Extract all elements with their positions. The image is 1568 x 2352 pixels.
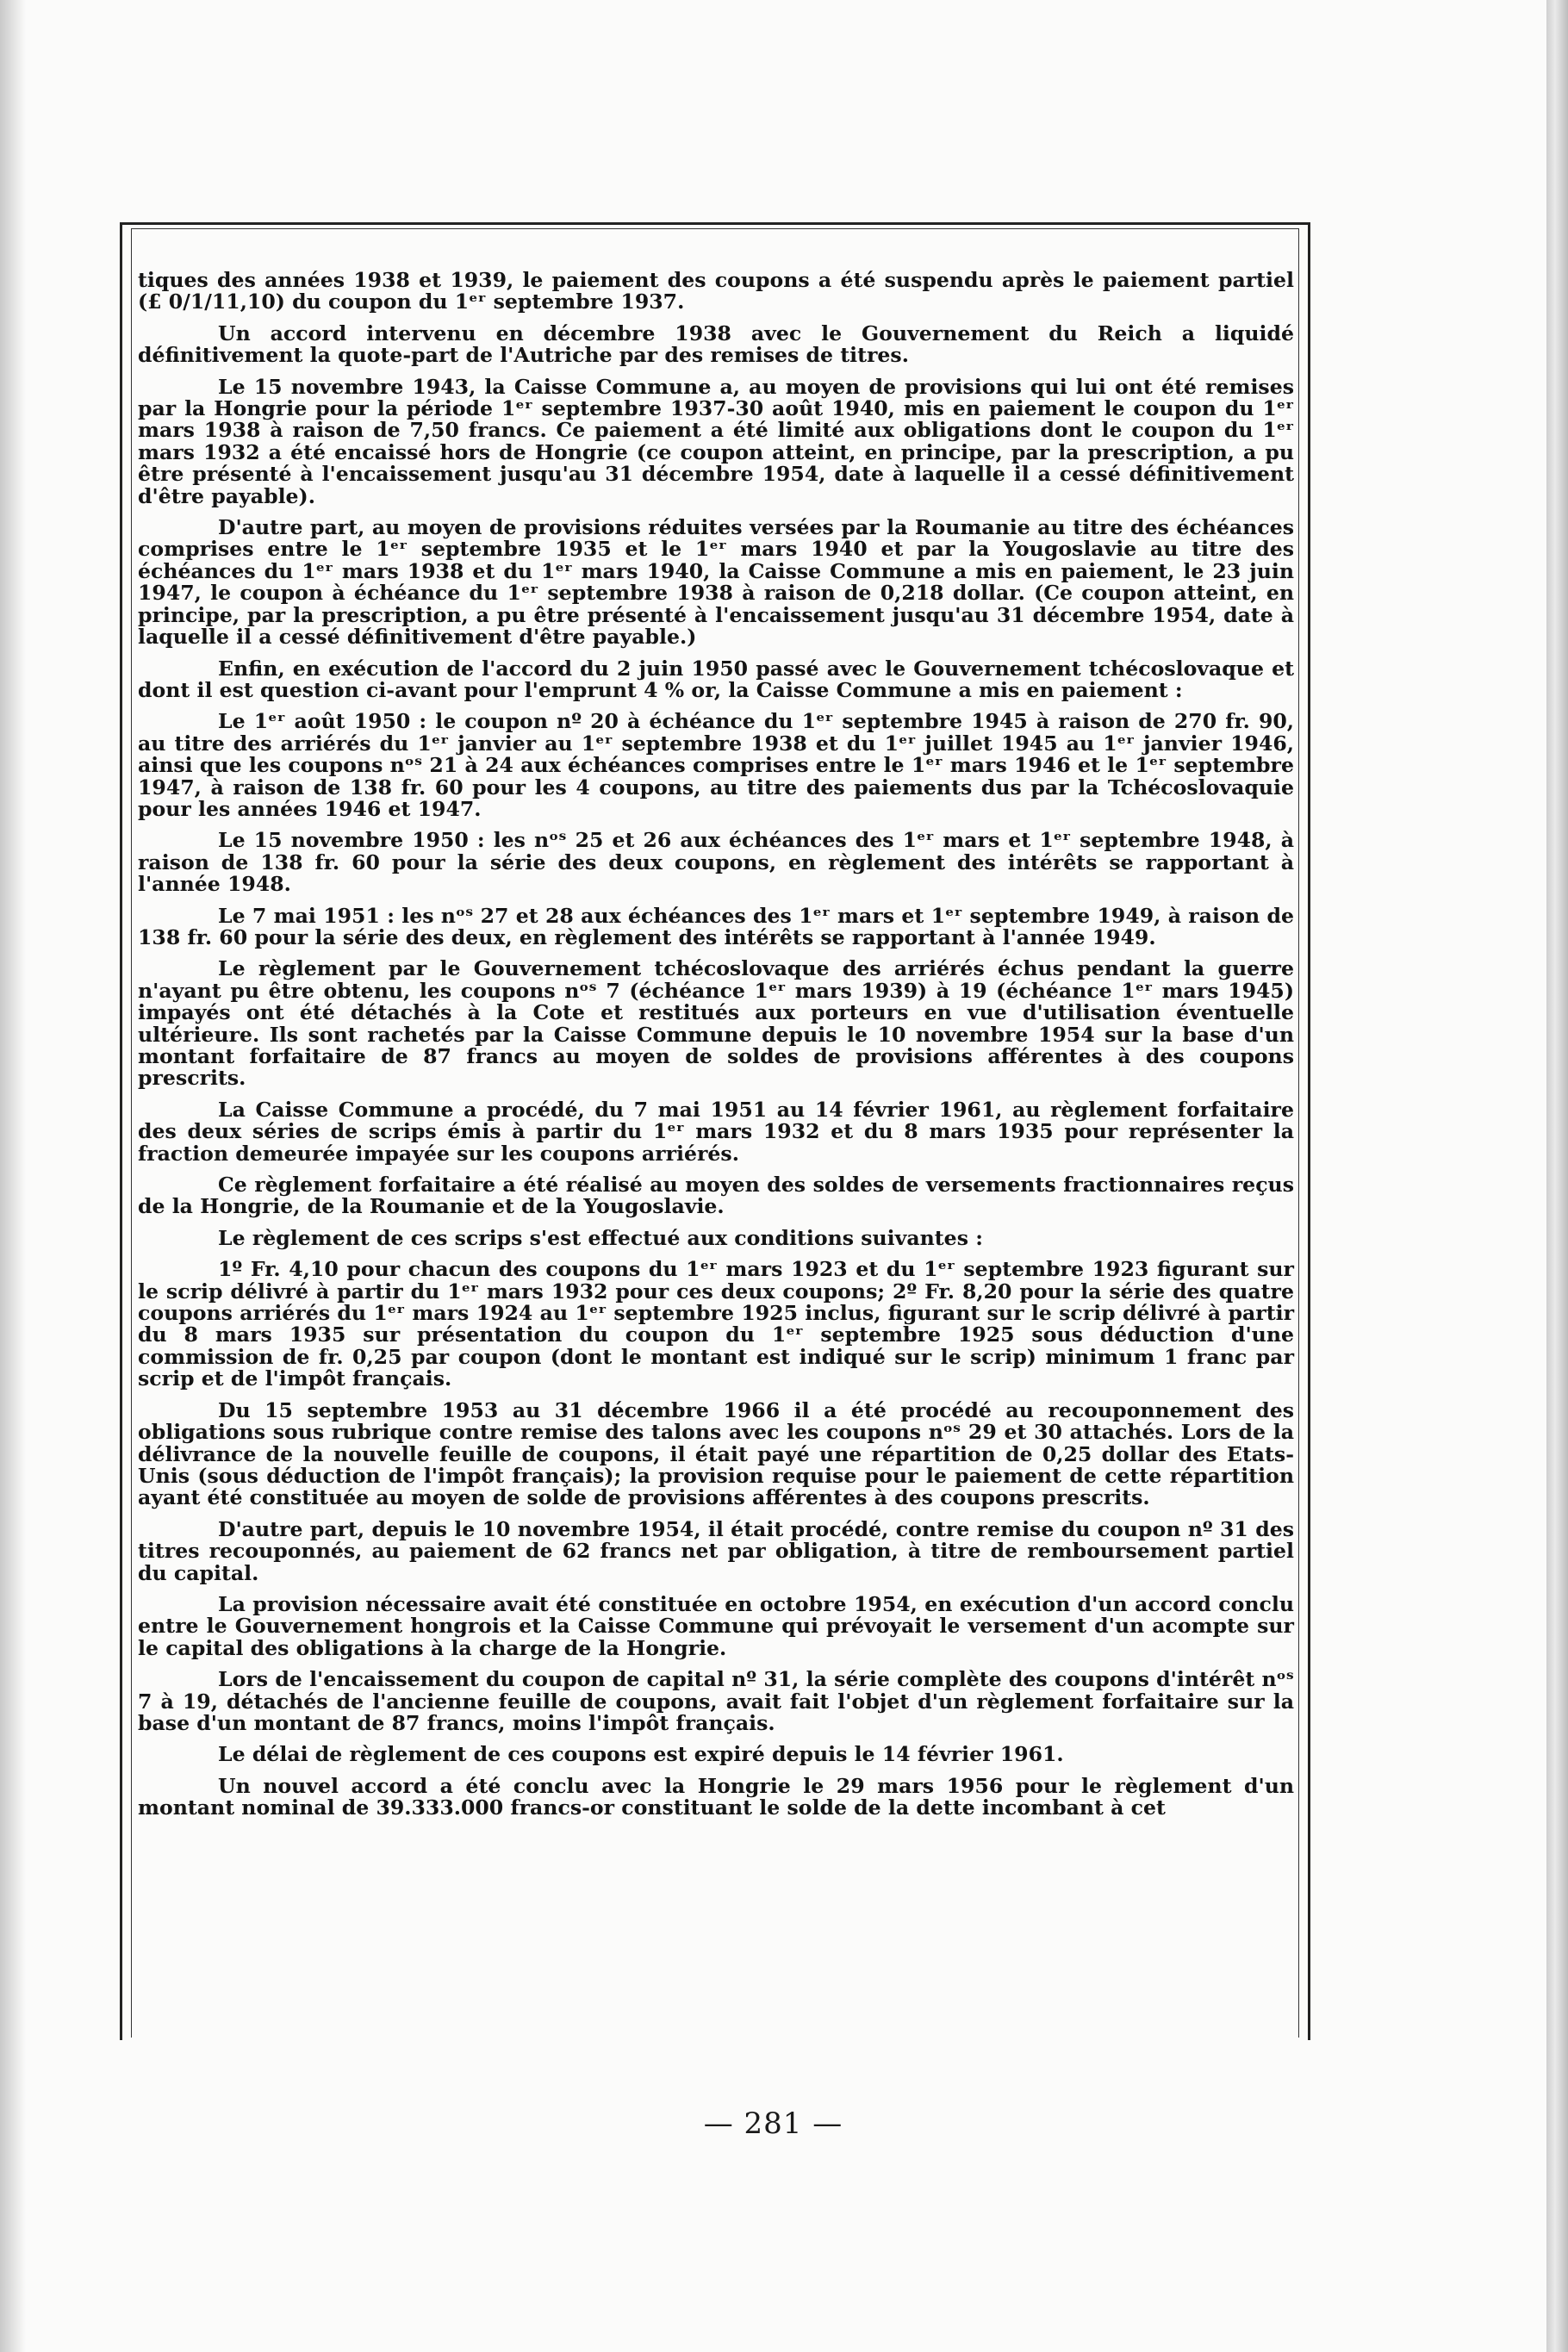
- paragraph: Le règlement par le Gouvernement tchécoslovaque des arriérés échus pendant la guerre n'ayant pu être obtenu, les coupons nᵒˢ 7 (échéance 1ᵉʳ mars 1939) à 19 (échéance 1ᵉʳ mars 1945) impayés ont été détachés à la Cote et restitués aux porteurs en vue d'utilisation éventuelle ultérieure. Ils sont rachetés par la Caisse Commune depuis le 10 novembre 1954 sur la base d'un montant forfaitaire de 87 francs au moyen de soldes de provisions afférentes à des coupons prescrits.: [138, 956, 1294, 1091]
- paragraph: La provision nécessaire avait été constituée en octobre 1954, en exécution d'un accord conclu entre le Gouvernement hongrois et la Caisse Commune qui prévoyait le versement d'un acompte sur le capital des obligations à la charge de la Hongrie.: [138, 1591, 1294, 1660]
- paragraph: tiques des années 1938 et 1939, le paiement des coupons a été suspendu après le paiement partiel (£ 0/1/11,10) du coupon du 1ᵉʳ septembre 1937.: [138, 268, 1294, 314]
- paragraph: Ce règlement forfaitaire a été réalisé au moyen des soldes de versements fractionnaires reçus de la Hongrie, de la Roumanie et de la Yougoslavie.: [138, 1173, 1294, 1219]
- paragraph: D'autre part, au moyen de provisions réduites versées par la Roumanie au titre des échéances comprises entre le 1ᵉʳ septembre 1935 et le 1ᵉʳ mars 1940 et par la Yougoslavie au titre des échéances du 1ᵉʳ mars 1938 et du 1ᵉʳ mars 1940, la Caisse Commune a mis en paiement, le 23 juin 1947, le coupon à échéance du 1ᵉʳ septembre 1938 à raison de 0,218 dollar. (Ce coupon atteint, en principe, par la prescription, a pu être présenté à l'encaissement jusqu'au 31 décembre 1954, date à laquelle il a cessé définitivement d'être payable.): [138, 515, 1294, 650]
- paragraph: D'autre part, depuis le 10 novembre 1954, il était procédé, contre remise du coupon nº 31 des titres recouponnés, au paiement de 62 francs net par obligation, à titre de remboursement partiel du capital.: [138, 1516, 1294, 1585]
- paragraph: 1º Fr. 4,10 pour chacun des coupons du 1ᵉʳ mars 1923 et du 1ᵉʳ septembre 1923 figurant sur le scrip délivré à partir du 1ᵉʳ mars 1932 pour ces deux coupons; 2º Fr. 8,20 pour la série des quatre coupons arriérés du 1ᵉʳ mars 1924 au 1ᵉʳ septembre 1925 inclus, figurant sur le scrip délivré à partir du 8 mars 1935 sur présentation du coupon du 1ᵉʳ septembre 1925 sous déduction d'une commission de fr. 0,25 par coupon (dont le montant est indiqué sur le scrip) minimum 1 franc par scrip et de l'impôt français.: [138, 1257, 1294, 1391]
- paragraph: Un nouvel accord a été conclu avec la Hongrie le 29 mars 1956 pour le règlement d'un montant nominal de 39.333.000 francs-or constituant le solde de la dette incombant à cet: [138, 1773, 1294, 1820]
- body-text: [138, 270, 1294, 1829]
- paragraph: Enfin, en exécution de l'accord du 2 juin 1950 passé avec le Gouvernement tchécoslovaque et dont il est question ci-avant pour l'emprunt 4 % or, la Caisse Commune a mis en paiement :: [138, 656, 1294, 702]
- paragraph: Le 7 mai 1951 : les nᵒˢ 27 et 28 aux échéances des 1ᵉʳ mars et 1ᵉʳ septembre 1949, à raison de 138 fr. 60 pour la série des deux, en règlement des intérêts se rapportant à l'année 1949.: [138, 903, 1294, 949]
- paragraph: Le délai de règlement de ces coupons est expiré depuis le 14 février 1961.: [218, 1742, 1064, 1767]
- paragraph: Le 15 novembre 1950 : les nᵒˢ 25 et 26 aux échéances des 1ᵉʳ mars et 1ᵉʳ septembre 1948, à raison de 138 fr. 60 pour la série des deux coupons, en règlement des intérêts se rapportant à l'année 1948.: [138, 828, 1294, 897]
- paragraph: Le règlement de ces scrips s'est effectué aux conditions suivantes :: [218, 1225, 983, 1250]
- paragraph: Un accord intervenu en décembre 1938 avec le Gouvernement du Reich a liquidé définitivement la quote-part de l'Autriche par des remises de titres.: [138, 320, 1294, 368]
- paragraph: Le 1ᵉʳ août 1950 : le coupon nº 20 à échéance du 1ᵉʳ septembre 1945 à raison de 270 fr. 90, au titre des arriérés du 1ᵉʳ janvier au 1ᵉʳ septembre 1938 et du 1ᵉʳ juillet 1945 au 1ᵉʳ janvier 1946, ainsi que les coupons nᵒˢ 21 à 24 aux échéances comprises entre le 1ᵉʳ mars 1946 et le 1ᵉʳ septembre 1947, à raison de 138 fr. 60 pour les 4 coupons, au titre des paiements dus par la Tchécoslovaquie pour les années 1946 et 1947.: [138, 709, 1294, 821]
- paragraph: Le 15 novembre 1943, la Caisse Commune a, au moyen de provisions qui lui ont été remises par la Hongrie pour la période 1ᵉʳ septembre 1937-30 août 1940, mis en paiement le coupon du 1ᵉʳ mars 1938 à raison de 7,50 francs. Ce paiement a été limité aux obligations dont le coupon du 1ᵉʳ mars 1932 a été encaissé hors de Hongrie (ce coupon atteint, en principe, par la prescription, a pu être présenté à l'encaissement jusqu'au 31 décembre 1954, date à laquelle il a cessé définitivement d'être payable).: [138, 374, 1294, 508]
- gutter-shadow: [0, 0, 26, 2352]
- page-number: — 281 —: [703, 2106, 843, 2141]
- paragraph: Du 15 septembre 1953 au 31 décembre 1966 il a été procédé au recouponnement des obligations sous rubrique contre remise des talons avec les coupons nᵒˢ 29 et 30 attachés. Lors de la délivrance de la nouvelle feuille de coupons, il était payé une répartition de 0,25 dollar des Etats-Unis (sous déduction de l'impôt français); la provision requise pour le paiement de cette répartition ayant été constituée au moyen de solde de provisions afférentes à des coupons prescrits.: [138, 1397, 1294, 1510]
- paragraph: La Caisse Commune a procédé, du 7 mai 1951 au 14 février 1961, au règlement forfaitaire des deux séries de scrips émis à partir du 1ᵉʳ mars 1932 et du 8 mars 1935 pour représenter la fraction demeurée impayée sur les coupons arriérés.: [138, 1097, 1294, 1166]
- paragraph: Lors de l'encaissement du coupon de capital nº 31, la série complète des coupons d'intérêt nᵒˢ 7 à 19, détachés de l'ancienne feuille de coupons, avait fait l'objet d'un règlement forfaitaire sur la base d'un montant de 87 francs, moins l'impôt français.: [138, 1667, 1294, 1735]
- page-edge: [1546, 0, 1568, 2352]
